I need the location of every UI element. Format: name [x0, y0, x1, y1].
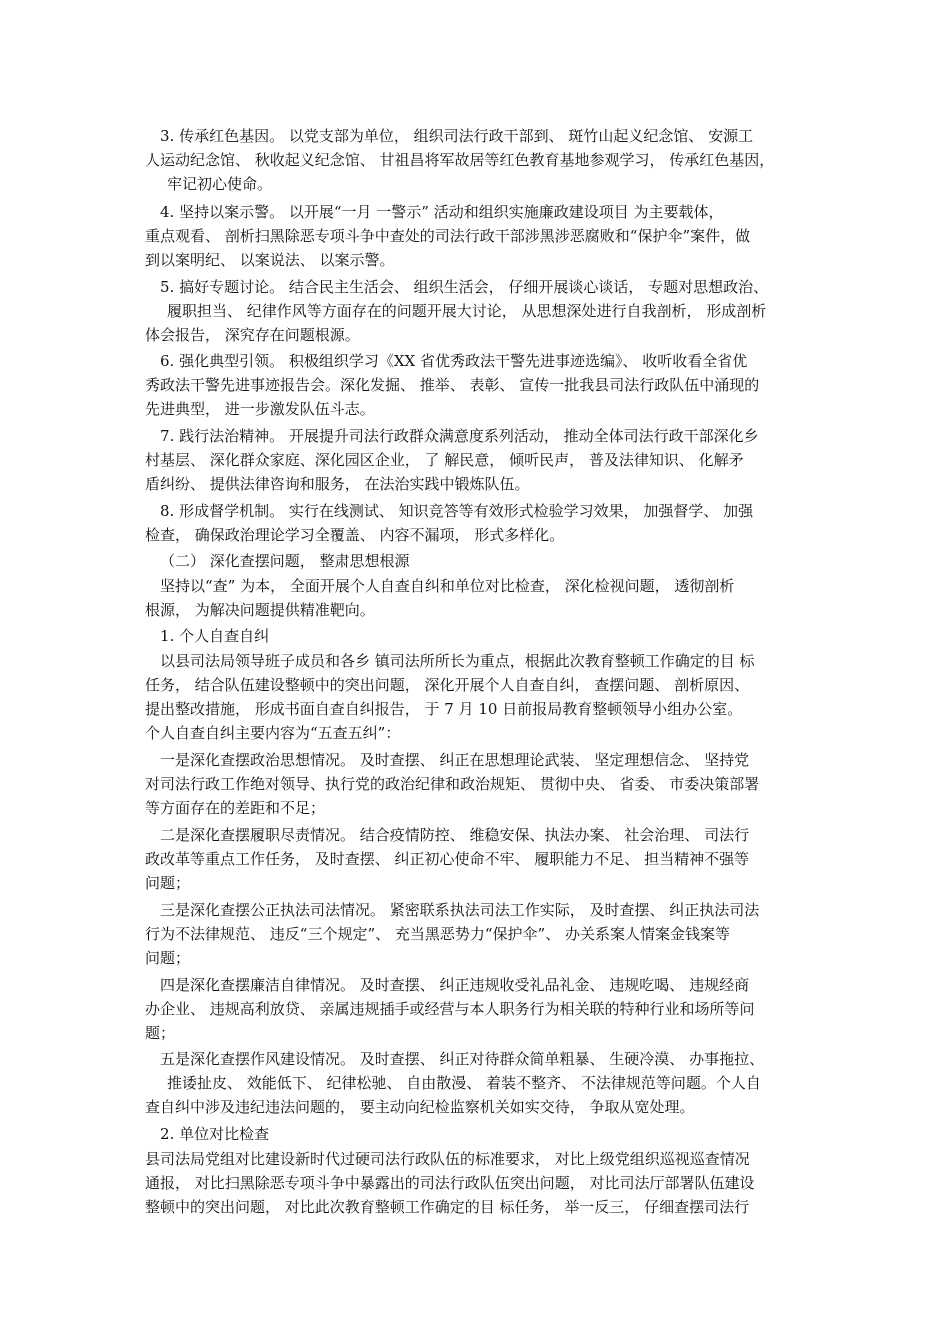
paragraph-item-6: [145, 349, 817, 421]
text-line: 3. 传承红色基因。 以党支部为单位， 组织司法行政干部到、 斑竹山起义纪念馆、 安源工: [160, 127, 754, 145]
text-line: 7. 践行法治精神。 开展提升司法行政群众满意度系列活动， 推动全体司法行政干部深化乡: [160, 427, 759, 445]
text-line: 整顿中的突出问题， 对比此次教育整顿工作确定的目 标任务， 举一反三， 仔细查摆司法行: [145, 1198, 750, 1216]
text-line: 根源， 为解决问题提供精准靶向。: [145, 601, 375, 619]
text-line: 问题；: [145, 949, 191, 967]
text-line: 2. 单位对比检查: [160, 1125, 270, 1143]
paragraph-item-3: [145, 124, 817, 196]
text-line: 题；: [145, 1024, 176, 1042]
text-line: 人运动纪念馆、 秋收起义纪念馆、 甘祖昌将军故居等红色教育基地参观学习， 传承红色基因，: [145, 151, 775, 169]
text-line: 五是深化查摆作风建设情况。 及时查摆、 纠正对待群众简单粗暴、 生硬冷漠、 办事拖拉、: [160, 1050, 765, 1068]
text-line: 体会报告， 深究存在问题根源。: [145, 326, 360, 344]
text-line: 牢记初心使命。: [167, 175, 273, 193]
text-line: 行为不法律规范、 违反“三个规定”、 充当黑恶势力“保护伞”、 办关系案人情案金钱案等: [145, 925, 730, 943]
text-line: 到以案明纪、 以案说法、 以案示警。: [145, 251, 395, 269]
text-line: 对司法行政工作绝对领导、执行党的政治纪律和政治规矩、 贯彻中央、 省委、 市委决策部署: [145, 775, 760, 793]
text-line: 重点观看、 剖析扫黑除恶专项斗争中查处的司法行政干部涉黑涉恶腐败和“保护伞”案件，做: [145, 227, 751, 245]
text-line: 8. 形成督学机制。 实行在线测试、 知识竞答等有效形式检验学习效果， 加强督学、 加强: [160, 502, 754, 520]
text-line: 个人自查自纠主要内容为“五查五纠”：: [145, 724, 401, 742]
text-line: 推诿扯皮、 效能低下、 纪律松驰、 自由散漫、 着装不整齐、 不法律规范等问题。个人自: [167, 1074, 761, 1092]
paragraph-self-check: [145, 649, 817, 745]
text-line: 三是深化查摆公正执法司法情况。 紧密联系执法司法工作实际， 及时查摆、 纠正执法司法: [160, 901, 760, 919]
text-line: （二） 深化查摆问题， 整肃思想根源: [160, 552, 410, 570]
text-line: 通报， 对比扫黑除恶专项斗争中暴露出的司法行政队伍突出问题， 对比司法厅部署队伍建设: [145, 1174, 755, 1192]
text-line: 等方面存在的差距和不足；: [145, 799, 326, 817]
subheading-self-check: [145, 624, 817, 648]
subheading-unit-check: [145, 1122, 817, 1146]
text-line: 6. 强化典型引领。 积极组织学习《XX 省优秀政法干警先进事迹选编》、 收听收看全省优: [160, 352, 748, 370]
text-line: 一是深化查摆政治思想情况。 及时查摆、 纠正在思想理论武装、 坚定理想信念、 坚持党: [160, 751, 750, 769]
text-line: 问题；: [145, 874, 191, 892]
paragraph-item-5: [145, 275, 817, 347]
paragraph-item-4: [145, 200, 817, 272]
text-line: 履职担当、 纪律作风等方面存在的问题开展大讨论， 从思想深处进行自我剖析， 形成剖析: [167, 302, 767, 320]
text-line: 办企业、 违规高利放贷、 亲属违规插手或经营与本人职务行为相关联的特种行业和场所等问: [145, 1000, 755, 1018]
text-line: 检查， 确保政治理论学习全覆盖、 内容不漏项， 形式多样化。: [145, 526, 565, 544]
text-line: 1. 个人自查自纠: [160, 627, 270, 645]
section-heading: [145, 549, 817, 573]
paragraph-check-4: [145, 973, 817, 1045]
paragraph-check-5: [145, 1047, 817, 1119]
text-line: 先进典型， 进一步激发队伍斗志。: [145, 400, 375, 418]
text-line: 政改革等重点工作任务， 及时查摆、 纠正初心使命不牢、 履职能力不足、 担当精神不强等: [145, 850, 750, 868]
paragraph-check-3: [145, 898, 817, 970]
text-line: 四是深化查摆廉洁自律情况。 及时查摆、 纠正违规收受礼品礼金、 违规吃喝、 违规经商: [160, 976, 750, 994]
section-intro: [145, 574, 817, 622]
text-line: 提出整改措施， 形成书面自查自纠报告， 于 7 月 10 日前报局教育整顿领导小组办公室。: [145, 700, 743, 718]
paragraph-check-2: [145, 823, 817, 895]
text-line: 查自纠中涉及违纪违法问题的， 要主动向纪检监察机关如实交待， 争取从宽处理。: [145, 1098, 695, 1116]
paragraph-unit-check: [145, 1147, 817, 1219]
text-line: 坚持以“查” 为本， 全面开展个人自查自纠和单位对比检查， 深化检视问题， 透彻剖析: [160, 577, 735, 595]
text-line: 4. 坚持以案示警。 以开展“一月 一警示” 活动和组织实施廉政建设项目 为主要载体，: [160, 203, 724, 221]
text-line: 盾纠纷、 提供法律咨询和服务， 在法治实践中锻炼队伍。: [145, 475, 530, 493]
paragraph-check-1: [145, 748, 817, 820]
text-line: 5. 搞好专题讨论。 结合民主生活会、 组织生活会， 仔细开展谈心谈话， 专题对思想政治、: [160, 278, 769, 296]
text-line: 以县司法局领导班子成员和各乡 镇司法所所长为重点，根据此次教育整顿工作确定的目 标: [160, 652, 755, 670]
text-line: 二是深化查摆履职尽责情况。 结合疫情防控、 维稳安保、执法办案、 社会治理、 司法行: [160, 826, 750, 844]
text-line: 秀政法干警先进事迹报告会。深化发掘、 推举、 表彰、 宣传一批我县司法行政队伍中涌现的: [145, 376, 760, 394]
text-line: 村基层、 深化群众家庭、深化园区企业， 了 解民意， 倾听民声， 普及法律知识、 化解矛: [145, 451, 744, 469]
text-line: 任务， 结合队伍建设整顿中的突出问题， 深化开展个人自查自纠， 查摆问题、 剖析原因、: [145, 676, 750, 694]
text-line: 县司法局党组对比建设新时代过硬司法行政队伍的标准要求， 对比上级党组织巡视巡查情况: [145, 1150, 750, 1168]
paragraph-item-7: [145, 424, 817, 496]
paragraph-item-8: [145, 499, 817, 547]
